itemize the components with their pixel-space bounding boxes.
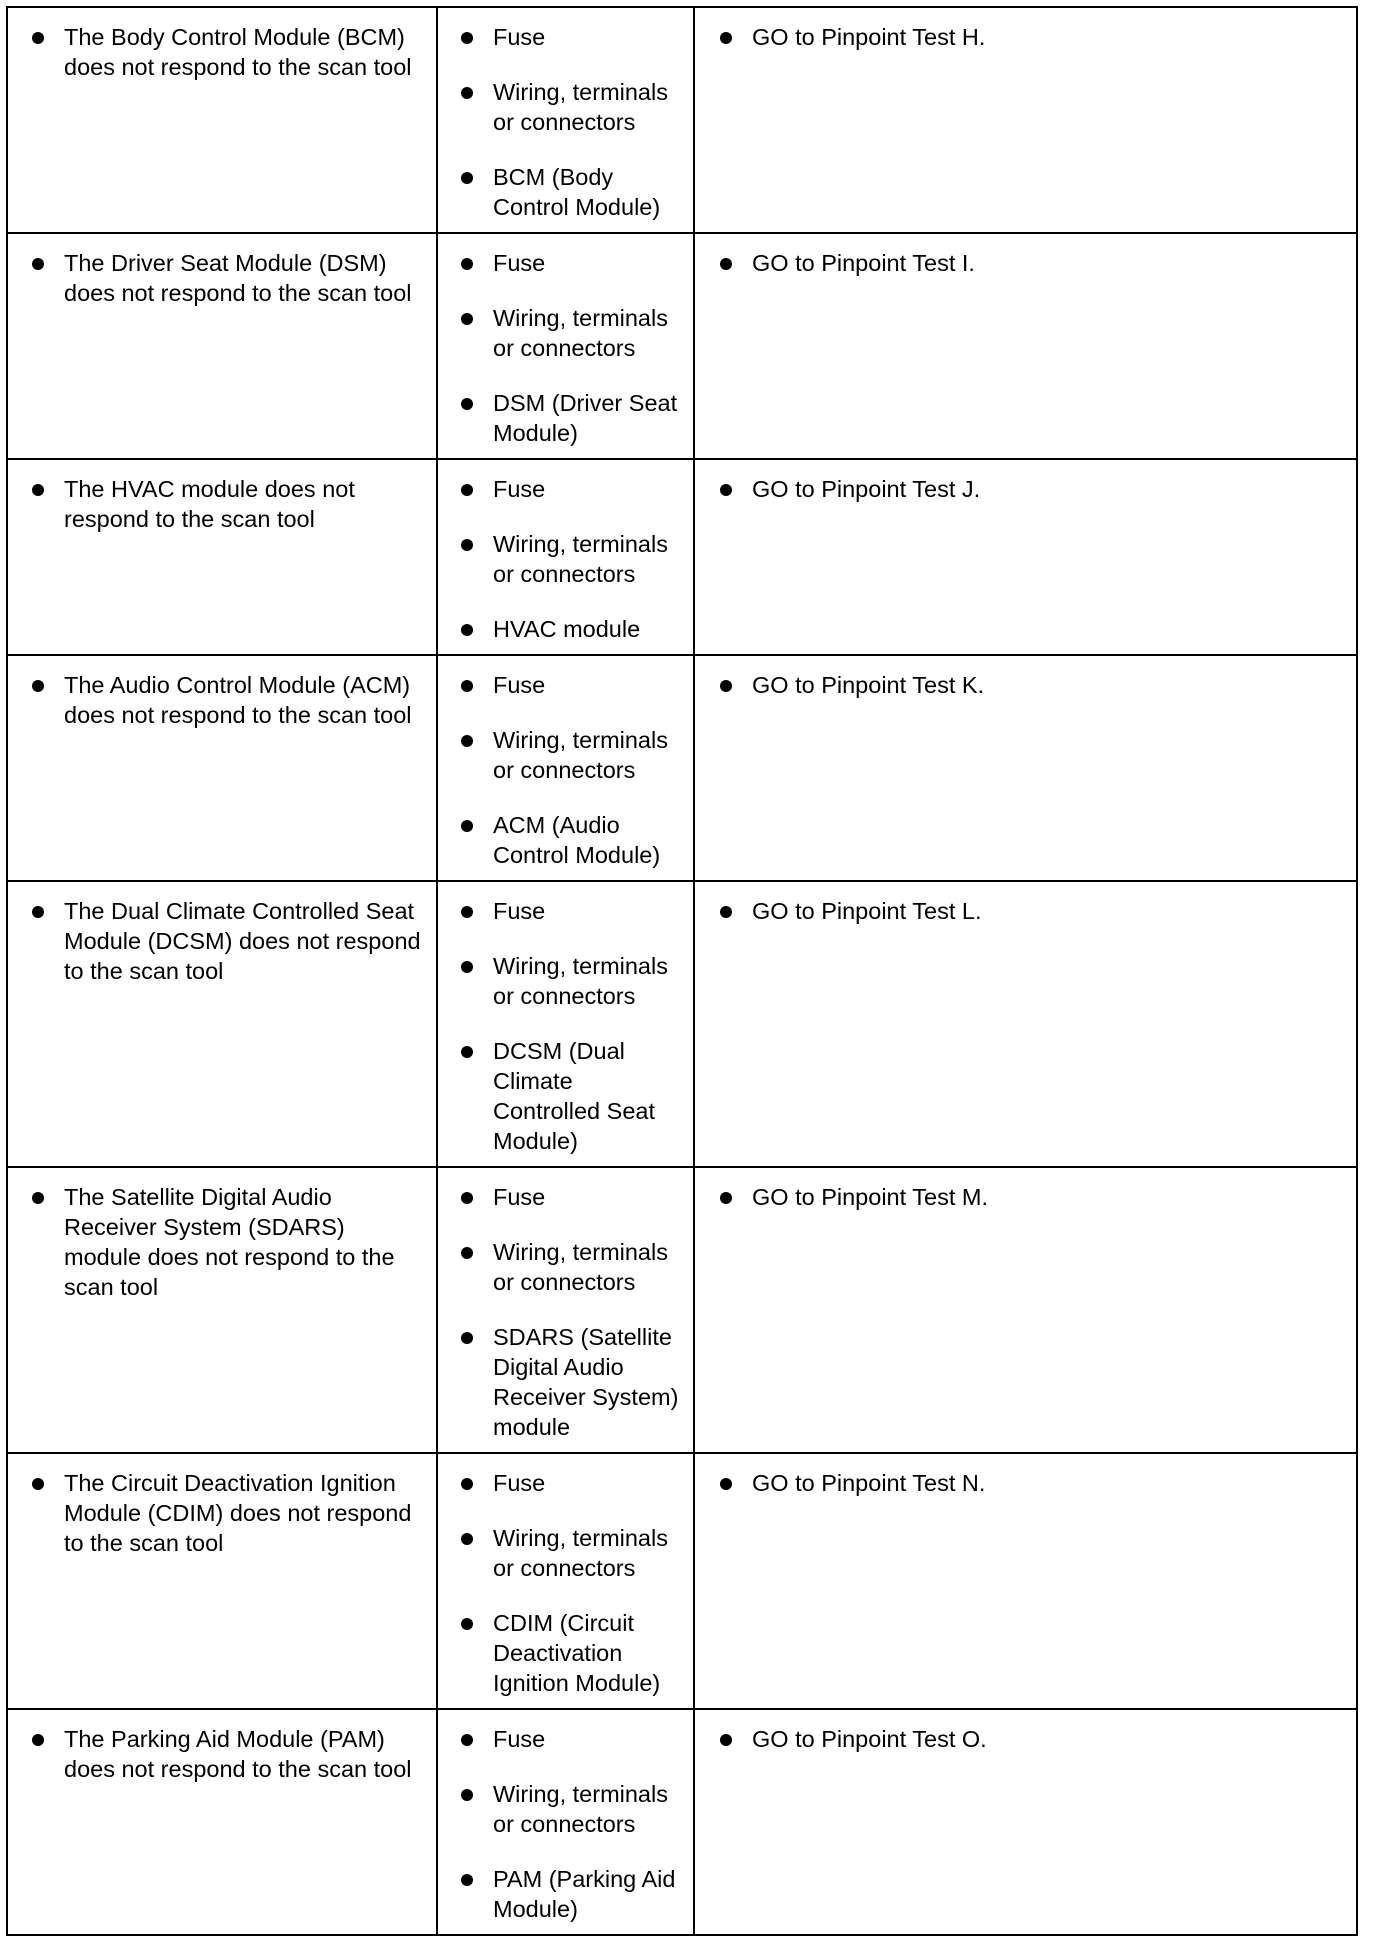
- source-item: SDARS (Satellite Digital Audio Receiver System) module: [438, 1322, 693, 1442]
- action-cell: [694, 655, 1357, 881]
- table-row: [7, 1453, 1357, 1709]
- source-item: Fuse: [438, 248, 693, 278]
- possible-source-cell: [437, 1453, 694, 1709]
- possible-source-cell: [437, 655, 694, 881]
- source-item: Fuse: [438, 474, 693, 504]
- symptom-cell: [7, 459, 437, 655]
- symptom-cell: [7, 1167, 437, 1453]
- source-item: Wiring, terminals or connectors: [438, 303, 693, 363]
- symptom-text: The HVAC module does not respond to the scan tool: [8, 474, 436, 534]
- action-text: GO to Pinpoint Test O.: [695, 1724, 1356, 1754]
- action-text: GO to Pinpoint Test N.: [695, 1468, 1356, 1498]
- source-item: ACM (Audio Control Module): [438, 810, 693, 870]
- source-item: BCM (Body Control Module): [438, 162, 693, 222]
- source-item: Wiring, terminals or connectors: [438, 1237, 693, 1297]
- table-row: [7, 655, 1357, 881]
- table-row: [7, 1709, 1357, 1935]
- action-cell: [694, 1167, 1357, 1453]
- symptom-cell: [7, 7, 437, 233]
- source-item: Wiring, terminals or connectors: [438, 529, 693, 589]
- symptom-text: The Parking Aid Module (PAM) does not respond to the scan tool: [8, 1724, 436, 1784]
- symptom-text: The Circuit Deactivation Ignition Module (CDIM) does not respond to the scan tool: [8, 1468, 436, 1558]
- table-row: [7, 7, 1357, 233]
- symptom-cell: [7, 881, 437, 1167]
- symptom-chart-table: [6, 6, 1358, 1936]
- source-item: HVAC module: [438, 614, 693, 644]
- source-item: Fuse: [438, 1724, 693, 1754]
- action-text: GO to Pinpoint Test M.: [695, 1182, 1356, 1212]
- source-item: Fuse: [438, 896, 693, 926]
- possible-source-cell: [437, 1709, 694, 1935]
- symptom-cell: [7, 655, 437, 881]
- table-row: [7, 233, 1357, 459]
- possible-source-cell: [437, 233, 694, 459]
- possible-source-cell: [437, 459, 694, 655]
- action-cell: [694, 459, 1357, 655]
- action-text: GO to Pinpoint Test H.: [695, 22, 1356, 52]
- possible-source-cell: [437, 7, 694, 233]
- action-cell: [694, 233, 1357, 459]
- symptom-text: The Body Control Module (BCM) does not respond to the scan tool: [8, 22, 436, 82]
- action-text: GO to Pinpoint Test K.: [695, 670, 1356, 700]
- symptom-cell: [7, 1453, 437, 1709]
- possible-source-cell: [437, 1167, 694, 1453]
- table-row: [7, 459, 1357, 655]
- source-item: Wiring, terminals or connectors: [438, 1523, 693, 1583]
- action-text: GO to Pinpoint Test J.: [695, 474, 1356, 504]
- action-text: GO to Pinpoint Test I.: [695, 248, 1356, 278]
- symptom-text: The Dual Climate Controlled Seat Module (DCSM) does not respond to the scan tool: [8, 896, 436, 986]
- source-item: Wiring, terminals or connectors: [438, 951, 693, 1011]
- source-item: DCSM (Dual Climate Controlled Seat Module): [438, 1036, 693, 1156]
- symptom-text: The Audio Control Module (ACM) does not respond to the scan tool: [8, 670, 436, 730]
- symptom-cell: [7, 233, 437, 459]
- table-row: [7, 1167, 1357, 1453]
- symptom-cell: [7, 1709, 437, 1935]
- source-item: Wiring, terminals or connectors: [438, 725, 693, 785]
- action-cell: [694, 7, 1357, 233]
- action-cell: [694, 1453, 1357, 1709]
- source-item: Fuse: [438, 1182, 693, 1212]
- source-item: PAM (Parking Aid Module): [438, 1864, 693, 1924]
- symptom-text: The Driver Seat Module (DSM) does not respond to the scan tool: [8, 248, 436, 308]
- table-row: [7, 881, 1357, 1167]
- source-item: Wiring, terminals or connectors: [438, 77, 693, 137]
- possible-source-cell: [437, 881, 694, 1167]
- action-cell: [694, 881, 1357, 1167]
- symptom-text: The Satellite Digital Audio Receiver System (SDARS) module does not respond to the scan tool: [8, 1182, 436, 1302]
- action-text: GO to Pinpoint Test L.: [695, 896, 1356, 926]
- source-item: Fuse: [438, 670, 693, 700]
- source-item: CDIM (Circuit Deactivation Ignition Module): [438, 1608, 693, 1698]
- source-item: Fuse: [438, 1468, 693, 1498]
- source-item: Wiring, terminals or connectors: [438, 1779, 693, 1839]
- action-cell: [694, 1709, 1357, 1935]
- source-item: DSM (Driver Seat Module): [438, 388, 693, 448]
- source-item: Fuse: [438, 22, 693, 52]
